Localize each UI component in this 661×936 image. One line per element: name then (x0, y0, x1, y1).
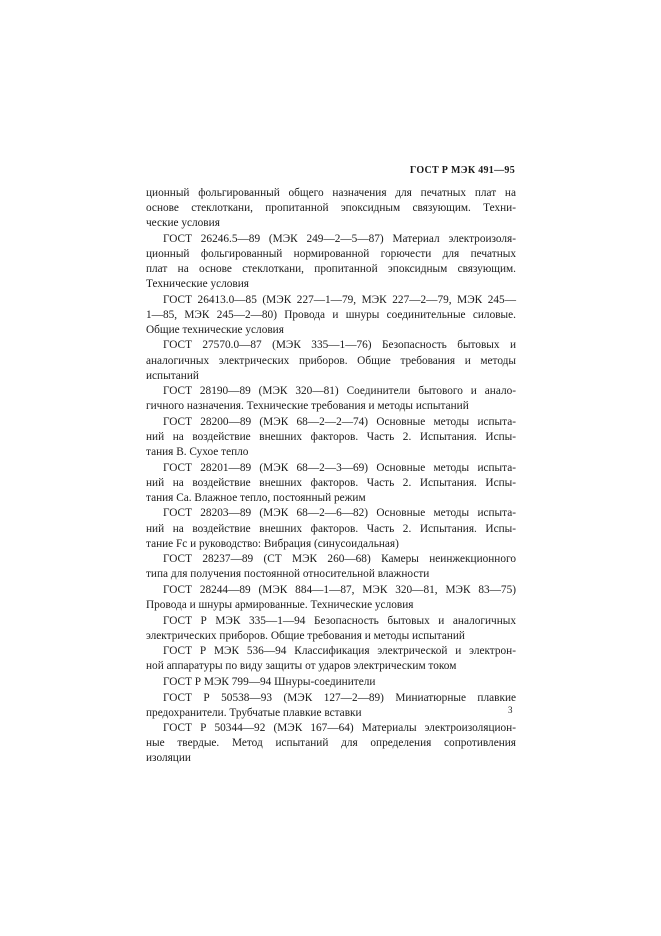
reference-paragraph (146, 415, 516, 460)
text-line: ГОСТ Р 50538—93 (МЭК 127—2—89) Миниатюрные плавкие (163, 691, 516, 704)
reference-paragraph (146, 293, 516, 338)
text-line: ГОСТ 28203—89 (МЭК 68—2—6—82) Основные методы испыта- (163, 507, 516, 520)
text-line: электрических приборов. Общие требования и методы испытаний (146, 629, 465, 642)
text-line: тания Са. Влажное тепло, постоянный режим (146, 491, 366, 504)
text-line: ГОСТ 28237—89 (СТ МЭК 260—68) Камеры неинжекционного (163, 553, 516, 566)
text-line: ГОСТ 26246.5—89 (МЭК 249—2—5—87) Материал электроизоля- (163, 232, 516, 245)
text-line: ГОСТ 28244—89 (МЭК 884—1—87, МЭК 320—81, МЭК 83—75) (163, 583, 516, 596)
text-line: ний на воздействие внешних факторов. Часть 2. Испытания. Испы- (146, 476, 516, 489)
text-line: Технические условия (146, 278, 249, 291)
reference-paragraph (146, 614, 516, 644)
text-line: изоляции (146, 752, 191, 765)
text-line: ГОСТ 27570.0—87 (МЭК 335—1—76) Безопасность бытовых и (163, 339, 516, 352)
reference-paragraph (146, 675, 516, 690)
text-line: испытаний (146, 369, 199, 382)
document-body (146, 186, 516, 767)
reference-paragraph (146, 583, 516, 613)
text-line: Общие технические условия (146, 323, 284, 336)
text-line: 1—85, МЭК 245—2—80) Провода и шнуры соединительные силовые. (146, 308, 516, 321)
text-line: ционный фольгированный нормированной горючести для печатных (146, 247, 516, 260)
text-line: ГОСТ 28190—89 (МЭК 320—81) Соединители бытового и анало- (163, 385, 516, 398)
text-line: тания В. Сухое тепло (146, 446, 249, 459)
reference-paragraph (146, 506, 516, 551)
reference-paragraph (146, 691, 516, 721)
text-line: аналогичных электрических приборов. Общие требования и методы (146, 354, 516, 367)
text-line: ГОСТ 28200—89 (МЭК 68—2—2—74) Основные методы испыта- (163, 415, 516, 428)
text-line: ГОСТ Р 50344—92 (МЭК 167—64) Материалы электроизоляцион- (163, 722, 516, 735)
text-line: ний на воздействие внешних факторов. Часть 2. Испытания. Испы- (146, 522, 516, 535)
reference-paragraph (146, 232, 516, 292)
text-line: ний на воздействие внешних факторов. Часть 2. Испытания. Испы- (146, 431, 516, 443)
text-line: ГОСТ 28201—89 (МЭК 68—2—3—69) Основные методы испыта- (163, 461, 516, 474)
reference-paragraph (146, 186, 516, 231)
reference-paragraph (146, 552, 516, 582)
text-line: ГОСТ Р МЭК 335—1—94 Безопасность бытовых и аналогичных (163, 614, 516, 627)
text-line: ГОСТ Р МЭК 536—94 Классификация электрической и электрон- (163, 645, 516, 658)
text-line: ной аппаратуры по виду защиты от ударов электрическим током (146, 660, 457, 673)
text-line: плат на основе стеклоткани, пропитанной эпоксидным связующим. (146, 262, 516, 275)
text-line: ГОСТ 26413.0—85 (МЭК 227—1—79, МЭК 227—2—79, МЭК 245— (163, 293, 516, 306)
reference-paragraph (146, 644, 516, 674)
reference-paragraph (146, 338, 516, 383)
page-number: 3 (508, 705, 513, 715)
text-line: гичного назначения. Технические требования и методы испытаний (146, 400, 469, 413)
text-line: ные твердые. Метод испытаний для определения сопротивления (146, 737, 516, 750)
reference-paragraph (146, 461, 516, 506)
document-header: ГОСТ Р МЭК 491—95 (409, 165, 515, 176)
text-line: типа для получения постоянной относительной влажности (146, 568, 430, 581)
text-line: тание Fc и руководство: Вибрация (синусоидальная) (146, 537, 399, 550)
text-line: Провода и шнуры армированные. Технические условия (146, 599, 414, 612)
text-line: ГОСТ Р МЭК 799—94 Шнуры-соединители (163, 676, 376, 688)
text-line: ческие условия (146, 217, 220, 230)
text-line: предохранители. Трубчатые плавкие вставки (146, 706, 362, 719)
text-line: основе стеклоткани, пропитанной эпоксидным связующим. Техни- (146, 202, 516, 215)
text-line: ционный фольгированный общего назначения для печатных плат на (146, 187, 516, 199)
reference-paragraph (146, 721, 516, 766)
reference-paragraph (146, 384, 516, 414)
